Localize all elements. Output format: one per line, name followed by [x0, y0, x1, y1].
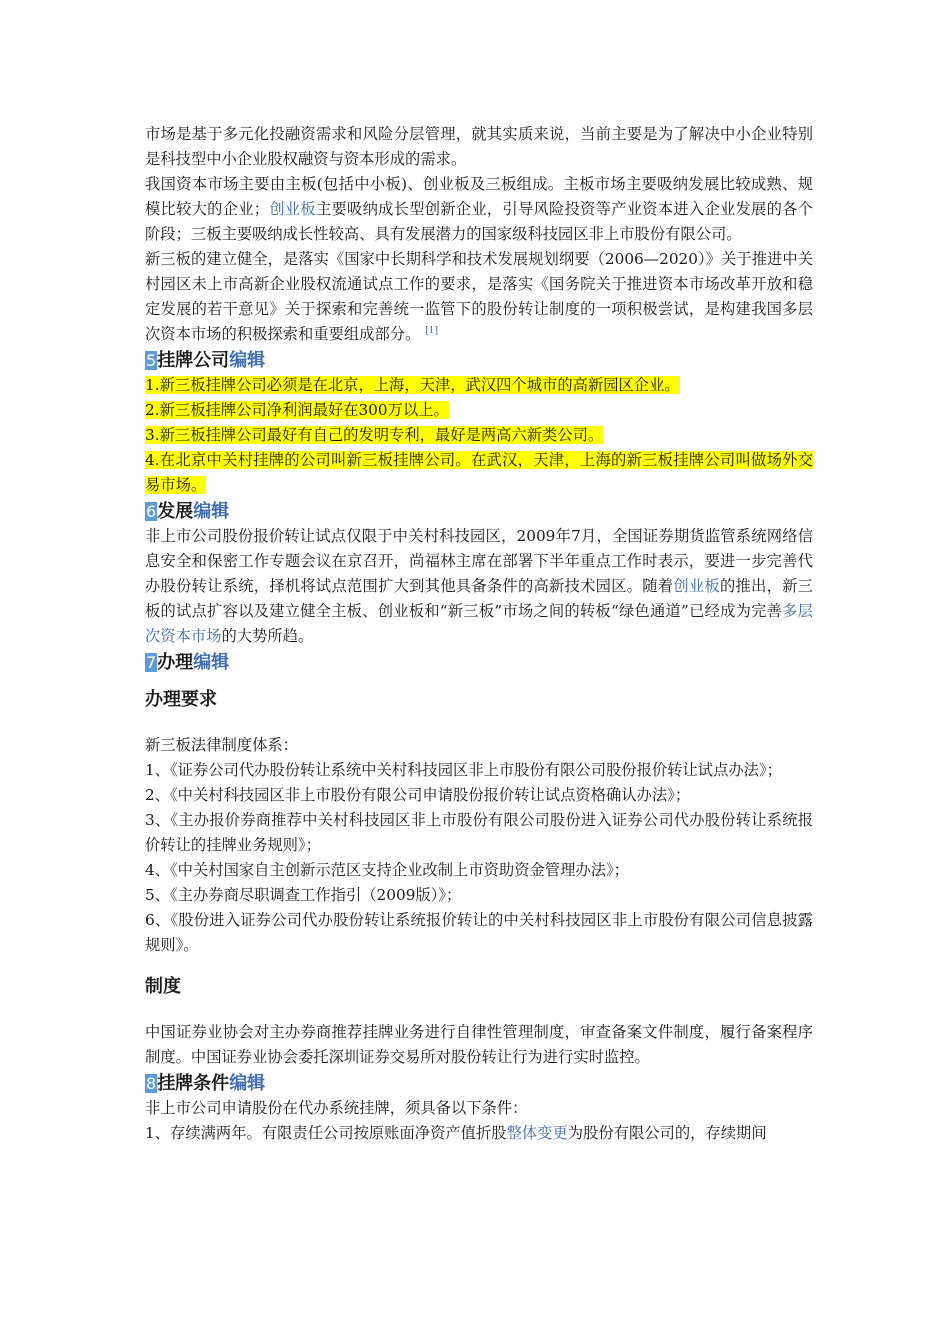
system-paragraph: 中国证券业协会对主办券商推荐挂牌业务进行自律性管理制度，审查备案文件制度，履行备案程序制度。中国证券业协会委托深圳证券交易所对股份转让行为进行实时监控。 [145, 1023, 813, 1066]
section-title: 挂牌条件 [157, 1073, 230, 1094]
document-body [145, 122, 813, 1146]
list-item [145, 398, 813, 423]
law-item: 6、《股份进入证券公司代办股份转让系统报价转让的中关村科技园区非上市股份有限公司信息披露规则》。 [145, 911, 813, 954]
section-title: 挂牌公司 [157, 350, 230, 371]
section-7-heading [145, 650, 813, 675]
link-multilevel-capital-market[interactable]: 多层次资本市场 [145, 602, 813, 645]
section-title: 发展 [157, 501, 194, 522]
intro-p2-text-a: 我国资本市场主要由主板(包括中小板)、创业板及三板组成。主板市场主要吸纳发展比较成熟、规模比较大的企业； [145, 175, 813, 218]
intro-paragraph-1: 市场是基于多元化投融资需求和风险分层管理，就其实质来说，当前主要是为了解决中小企业特别是科技型中小企业股权融资与资本形成的需求。 [145, 125, 813, 168]
law-item: 2、《中关村科技园区非上市股份有限公司申请股份报价转让试点资格确认办法》； [145, 786, 691, 804]
section-number-badge: 7 [146, 653, 157, 672]
section-6-heading [145, 499, 813, 524]
section-5-heading [145, 348, 813, 373]
highlighted-text: 1.新三板挂牌公司必须是在北京，上海，天津，武汉四个城市的高新园区企业。 [145, 376, 680, 394]
edit-link[interactable]: 编辑 [193, 652, 230, 673]
section-number-badge: 8 [146, 1074, 157, 1093]
highlighted-text: 3.新三板挂牌公司最好有自己的发明专利，最好是两高六新类公司。 [145, 426, 604, 444]
highlighted-text: 2.新三板挂牌公司净利润最好在300万以上。 [145, 401, 449, 419]
dev-text-a: 非上市公司股份报价转让试点仅限于中关村科技园区，2009年7月，全国证券期货监管系统网络信息安全和保密工作专题会议在京召开，尚福林主席在部署下半年重点工作时表示，要进一步完善代办股份转让系统，择机将试点范围扩大到其他具备条件的高新技术园区。随着 [145, 527, 813, 595]
section-number-badge: 6 [146, 502, 157, 521]
spacer [145, 958, 813, 972]
law-system-intro: 新三板法律制度体系： [145, 736, 298, 754]
condition-item [145, 1121, 813, 1146]
spacer [145, 1002, 813, 1020]
intro-p3-text: 新三板的建立健全，是落实《国家中长期科学和技术发展规划纲要（2006—2020）》关于推进中关村园区未上市高新企业股权流通试点工作的要求，是落实《国务院关于推进资本市场改革开放和稳定发展的若干意见》关于探索和完善统一监管下的股份转让制度的一项积极尝试，是构建我国多层次资本市场的积极探索和重要组成部分。 [145, 250, 813, 343]
intro-paragraph-3 [145, 247, 813, 347]
spacer [145, 675, 813, 685]
subheading-system: 制度 [145, 976, 181, 997]
reference-link-1[interactable]: [1] [425, 325, 438, 336]
listing-conditions-intro: 非上市公司申请股份在代办系统挂牌，须具备以下条件： [145, 1099, 528, 1117]
law-item: 3、《主办报价券商推荐中关村科技园区非上市股份有限公司股份进入证券公司代办股份转让系统报价转让的挂牌业务规则》； [145, 811, 813, 854]
spacer [145, 715, 813, 733]
edit-link[interactable]: 编辑 [229, 1073, 266, 1094]
dev-text-b: 的推出，新三板的试点扩容以及建立健全主板、创业板和“新三板”市场之间的转板“绿色通道”已经成为完善 [145, 577, 813, 620]
intro-paragraph-2 [145, 172, 813, 247]
condition-text-b: 为股份有限公司的，存续期间 [567, 1124, 767, 1142]
law-item: 5、《主办券商尽职调查工作指引（2009版）》； [145, 886, 462, 904]
subheading-requirements: 办理要求 [145, 689, 217, 710]
list-item [145, 423, 813, 448]
section-8-heading [145, 1071, 813, 1096]
intro-p2-text-b: 主要吸纳成长型创新企业，引导风险投资等产业资本进入企业发展的各个阶段；三板主要吸纳成长性较高、具有发展潜力的国家级科技园区非上市股份有限公司。 [145, 200, 813, 243]
dev-text-c: 的大势所趋。 [221, 627, 314, 645]
edit-link[interactable]: 编辑 [193, 501, 230, 522]
section-title: 办理 [157, 652, 194, 673]
link-chuangyeban-2[interactable]: 创业板 [673, 577, 720, 595]
edit-link[interactable]: 编辑 [229, 350, 266, 371]
law-item: 1、《证券公司代办股份转让系统中关村科技园区非上市股份有限公司股份报价转让试点办法》； [145, 761, 782, 779]
development-paragraph [145, 524, 813, 649]
list-item [145, 448, 813, 498]
section-number-badge: 5 [146, 351, 157, 370]
highlighted-text: 4.在北京中关村挂牌的公司叫新三板挂牌公司。在武汉，天津，上海的新三板挂牌公司叫做场外交易市场。 [145, 451, 813, 494]
condition-text-a: 1、存续满两年。有限责任公司按原账面净资产值折股 [145, 1124, 507, 1142]
link-overall-change[interactable]: 整体变更 [506, 1124, 568, 1142]
list-item [145, 373, 813, 398]
law-item: 4、《中关村国家自主创新示范区支持企业改制上市资助资金管理办法》； [145, 861, 629, 879]
link-chuangyeban[interactable]: 创业板 [269, 200, 316, 218]
